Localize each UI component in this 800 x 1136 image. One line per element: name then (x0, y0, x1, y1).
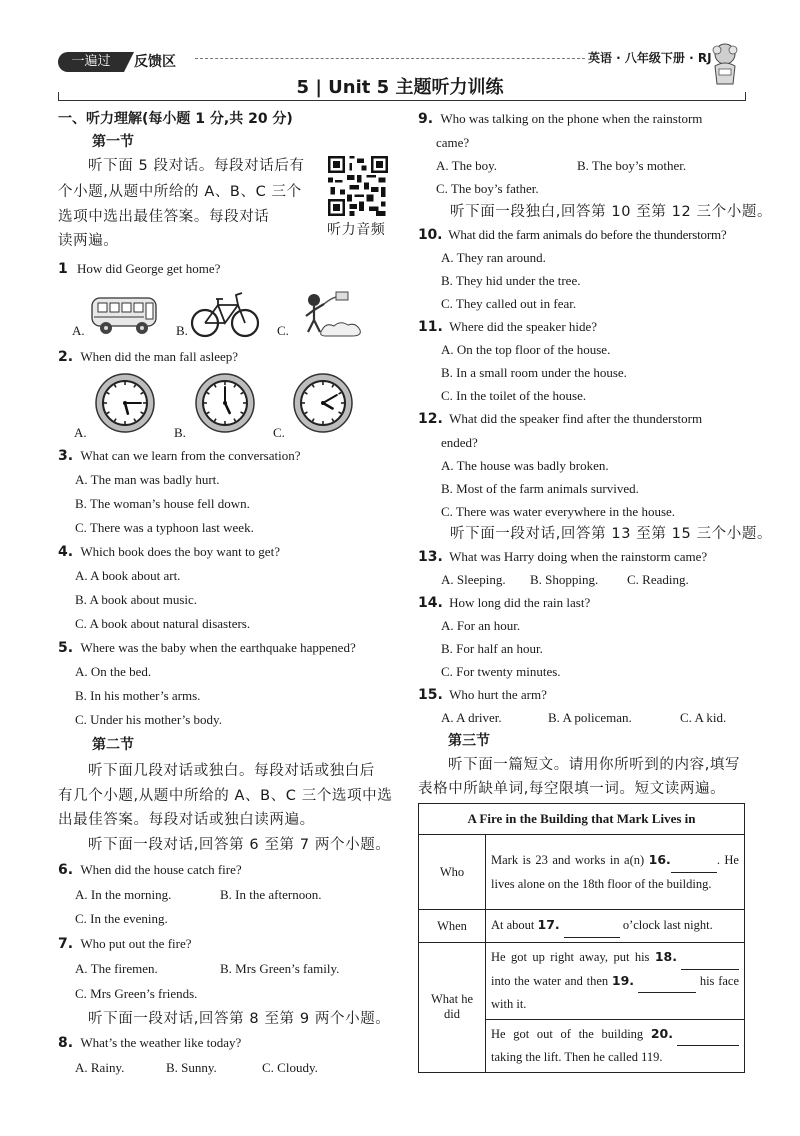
option: B. A book about music. (75, 592, 198, 607)
option-label: B. (176, 323, 188, 338)
cell-text: Mark is 23 and works in a(n) (491, 853, 649, 867)
header-badge: 一遍过 (58, 52, 124, 72)
cell-text: taking the lift. Then he called 119. (491, 1050, 663, 1064)
question-10 (418, 226, 726, 244)
table-row (419, 835, 745, 910)
question-text-continued: came? (436, 135, 470, 150)
question-number: 9. (418, 111, 434, 127)
clock-icon (292, 372, 354, 434)
question-text: When did the man fall asleep? (80, 349, 239, 364)
option: B. Mrs Green’s family. (220, 961, 340, 976)
question-text: How did George get home? (77, 261, 221, 276)
option: A. For an hour. (441, 618, 521, 633)
question-number: 11. (418, 319, 443, 335)
table-row (419, 804, 745, 835)
header-section-label: 反馈区 (134, 54, 176, 70)
option: A. On the bed. (75, 664, 152, 679)
row-label-what-he-did (419, 943, 486, 1073)
blank-20-input[interactable] (677, 1023, 739, 1047)
question-text: Where did the speaker hide? (449, 319, 598, 334)
table-row (419, 943, 745, 1020)
question-text: When did the house catch fire? (80, 862, 242, 877)
blank-17-input[interactable] (564, 914, 620, 938)
when-cell (486, 910, 745, 943)
option: A. The house was badly broken. (441, 458, 609, 473)
qr-caption: 听力音频 (327, 222, 386, 238)
question-14 (418, 594, 590, 612)
option: C. A kid. (680, 710, 727, 725)
option: C. They called out in fear. (441, 296, 577, 311)
section3-title: 第三节 (448, 733, 490, 749)
option-label: C. (277, 323, 289, 338)
option: A. The firemen. (75, 961, 158, 976)
clock-icon (94, 372, 156, 434)
header-rule (58, 100, 746, 101)
header-dashed-line (195, 58, 585, 59)
question-number: 15. (418, 687, 443, 703)
question-text: Who hurt the arm? (449, 687, 547, 702)
question-number: 1 (58, 261, 68, 277)
header-badge-tail (124, 52, 134, 72)
cell-text: o’clock last night. (619, 918, 713, 933)
option: A. On the top floor of the house. (441, 342, 611, 357)
section3-instr-line: 听下面一篇短文。请用你所听到的内容,填写 (448, 757, 741, 773)
question-text: Which book does the boy want to get? (80, 544, 280, 559)
question-1 (58, 260, 220, 278)
cell-text: He got up right away, put his (491, 950, 655, 964)
option: C. Mrs Green’s friends. (75, 986, 198, 1001)
question-7 (58, 935, 192, 953)
cell-text: He got out of the building (491, 1026, 651, 1041)
who-cell (486, 835, 745, 910)
option: A. Rainy. (75, 1060, 125, 1075)
question-8 (58, 1034, 241, 1052)
option: C. Cloudy. (262, 1060, 318, 1075)
cell-text: into the water and then (491, 973, 612, 988)
question-text: Who was talking on the phone when the rainstorm (440, 111, 703, 126)
row-label-who: Who (419, 835, 486, 910)
question-number: 7. (58, 936, 74, 952)
option: B. The woman’s house fell down. (75, 496, 250, 511)
page-title: 5 | Unit 5 主题听力训练 (296, 77, 504, 98)
question-11 (418, 318, 597, 336)
option-label: B. (174, 425, 186, 440)
question-text: Where was the baby when the earthquake happened? (80, 640, 356, 655)
option-label: A. (74, 425, 87, 440)
section1-instr-line: 选项中选出最佳答案。每段对话 (58, 209, 270, 225)
walking-boy-picture-icon (292, 290, 364, 338)
option: A. Sleeping. (441, 572, 506, 587)
part-heading: 一、听力理解(每小题 1 分,共 20 分) (58, 111, 293, 127)
fire-table (418, 803, 745, 1073)
blank-number-17: 17. (537, 917, 560, 933)
section2-instr-line: 听下面几段对话或独白。每段对话或独白后 (88, 763, 375, 779)
option: B. In the afternoon. (220, 887, 322, 902)
blank-number-20: 20. (650, 1025, 673, 1041)
blank-19-input[interactable] (638, 970, 696, 994)
option: C. A book about natural disasters. (75, 616, 251, 631)
header-rule-left-tick (58, 92, 59, 101)
option: A. The boy. (436, 158, 498, 173)
option: A. The man was badly hurt. (75, 472, 220, 487)
option: A. A book about art. (75, 568, 181, 583)
option: A. A driver. (441, 710, 502, 725)
question-15 (418, 686, 547, 704)
section1-instr-line: 个小题,从题中所给的 A、B、C 三个 (58, 184, 302, 200)
row-label-line: did (444, 1007, 460, 1022)
question-number: 2. (58, 349, 74, 365)
question-number: 12. (418, 411, 443, 427)
section1-instr-line: 读两遍。 (58, 233, 119, 249)
question-number: 13. (418, 549, 443, 565)
option: C. The boy’s father. (436, 181, 539, 196)
clock-icon (194, 372, 256, 434)
option: B. They hid under the tree. (441, 273, 581, 288)
option-label: C. (273, 425, 285, 440)
question-number: 4. (58, 544, 74, 560)
question-text: What did the speaker find after the thunderstorm (449, 411, 703, 426)
option: C. For twenty minutes. (441, 664, 561, 679)
option: B. For half an hour. (441, 641, 543, 656)
option: B. The boy’s mother. (577, 158, 687, 173)
row-label-when: When (419, 910, 486, 943)
option: B. In his mother’s arms. (75, 688, 201, 703)
question-text: What can we learn from the conversation? (80, 448, 301, 463)
option: C. In the evening. (75, 911, 168, 926)
option: C. In the toilet of the house. (441, 388, 587, 403)
blank-18-input[interactable] (681, 946, 739, 970)
option: A. They ran around. (441, 250, 546, 265)
question-text: What was Harry doing when the rainstorm came? (449, 549, 708, 564)
option: C. There was a typhoon last week. (75, 520, 254, 535)
section1-title: 第一节 (92, 134, 134, 150)
question-text: What’s the weather like today? (80, 1035, 242, 1050)
blank-number-18: 18. (654, 949, 677, 964)
question-number: 3. (58, 448, 74, 464)
question-number: 10. (418, 227, 443, 243)
option: C. There was water everywhere in the house. (441, 504, 676, 519)
blank-number-19: 19. (611, 972, 635, 988)
option: B. A policeman. (548, 710, 632, 725)
cell-text: his face with it. (491, 973, 739, 1011)
cell-text: . He lives alone on the 18th floor of the building. (491, 853, 739, 891)
qr-code-icon[interactable] (328, 155, 388, 217)
blank-number-16: 16. (648, 852, 671, 867)
question-4 (58, 543, 280, 561)
pre-question-instruction: 听下面一段对话,回答第 6 至第 7 两个小题。 (88, 837, 391, 853)
question-13 (418, 548, 707, 566)
option: B. In a small room under the house. (441, 365, 627, 380)
question-9 (418, 110, 702, 128)
question-number: 6. (58, 862, 74, 878)
table-row (419, 910, 745, 943)
question-3 (58, 447, 301, 465)
blank-16-input[interactable] (671, 849, 717, 873)
header-subject: 英语 · 八年级下册 · RJ (588, 51, 712, 65)
option: B. Most of the farm animals survived. (441, 481, 639, 496)
section3-instr-line: 表格中所缺单词,每空限填一词。短文读两遍。 (418, 781, 726, 797)
question-text: What did the farm animals do before the thunderstorm? (448, 227, 727, 242)
cell-text: At about (491, 918, 538, 933)
option: C. Under his mother’s body. (75, 712, 222, 727)
question-12 (418, 410, 702, 428)
option-label: A. (72, 323, 85, 338)
question-2 (58, 348, 238, 366)
question-text: How long did the rain last? (449, 595, 591, 610)
question-number: 14. (418, 595, 443, 611)
table-title: A Fire in the Building that Mark Lives in (419, 804, 745, 835)
question-number: 5. (58, 640, 74, 656)
question-text: Who put out the fire? (80, 936, 192, 951)
section1-instr-line: 听下面 5 段对话。每段对话后有 (88, 158, 305, 174)
bicycle-picture-icon (190, 285, 260, 339)
section2-instr-line: 有几个小题,从题中所给的 A、B、C 三个选项中选 (58, 788, 393, 804)
row-label-line: What he (431, 992, 473, 1007)
question-6 (58, 861, 242, 879)
question-number: 8. (58, 1035, 74, 1051)
option: A. In the morning. (75, 887, 172, 902)
option: B. Sunny. (166, 1060, 217, 1075)
section2-title: 第二节 (92, 737, 134, 753)
question-5 (58, 639, 356, 657)
did-cell-1 (486, 943, 745, 1020)
option: C. Reading. (627, 572, 689, 587)
bus-picture-icon (90, 292, 160, 338)
section2-instr-line: 出最佳答案。每段对话或独白读两遍。 (58, 812, 315, 828)
pre-question-instruction: 听下面一段对话,回答第 13 至第 15 三个小题。 (450, 526, 773, 542)
option: B. Shopping. (530, 572, 599, 587)
pre-question-instruction: 听下面一段独白,回答第 10 至第 12 三个小题。 (450, 204, 773, 220)
header-rule-right-tick (745, 92, 746, 101)
pre-question-instruction: 听下面一段对话,回答第 8 至第 9 两个小题。 (88, 1011, 391, 1027)
did-cell-2 (486, 1019, 745, 1072)
question-text-continued: ended? (441, 435, 478, 450)
